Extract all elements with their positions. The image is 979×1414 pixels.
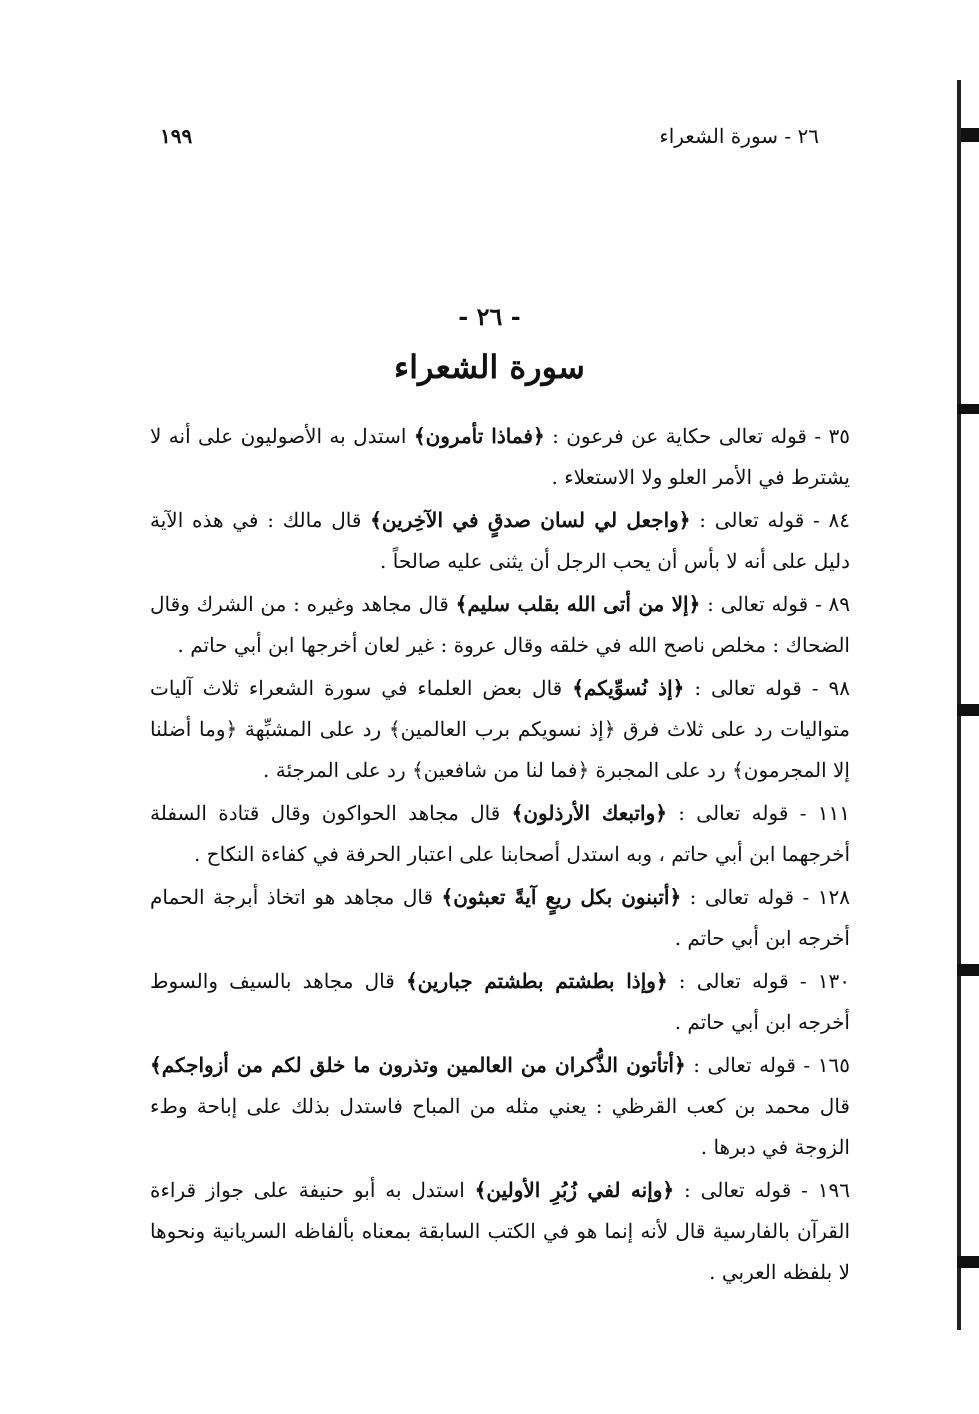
paragraph-lead: قوله تعالى :: [684, 676, 802, 700]
page-header: [150, 124, 829, 154]
verse-number: ١١١ -: [788, 801, 850, 825]
commentary: قال بعض العلماء في سورة الشعراء ثلاث آليات متواليات رد على ثلاث فرق ﴿إذ نسويكم برب العالمين﴾ رد على المشبِّهة ﴿وما أضلنا إلا المجرمون﴾ رد على المجبرة ﴿فما لنا من شافعين﴾ رد على المرجئة .: [150, 676, 850, 782]
quoted-verse: ﴿وإنه لفي زُبُرِ الأولين﴾: [474, 1178, 675, 1202]
quoted-verse: ﴿واتبعك الأرذلون﴾: [511, 801, 667, 825]
quoted-verse: ﴿إلا من أتى الله بقلب سليم﴾: [455, 592, 701, 616]
paragraph: [150, 1045, 850, 1170]
scan-edge-mark: [957, 704, 979, 716]
paragraph-lead: قوله تعالى حكاية عن فرعون :: [544, 424, 807, 448]
verse-number: ١٢٨ -: [794, 885, 850, 909]
paragraph-lead: قوله تعالى :: [681, 885, 795, 909]
verse-number: ١٩٦ -: [791, 1178, 850, 1202]
running-title: ٢٦ - سورة الشعراء: [659, 124, 819, 148]
quoted-verse: ﴿إذ نُسوِّيكم﴾: [572, 676, 685, 700]
scan-edge-mark: [957, 964, 979, 976]
commentary: قال مالك : في هذه الآية دليل على أنه لا بأس أن يحب الرجل أن يثنى عليه صالحاً .: [150, 508, 850, 573]
paragraph: [150, 500, 850, 584]
verse-number: ٨٩ -: [808, 592, 850, 616]
chapter-number: - ٢٦ -: [458, 302, 521, 331]
commentary: قال مجاهد الحواكون وقال قتادة السفلة أخرجهما ابن أبي حاتم ، وبه استدل أصحابنا على اعتبار الحرفة في كفاءة النكاح .: [150, 801, 850, 866]
page-number: ١٩٩: [160, 124, 193, 148]
commentary: قال مجاهد هو اتخاذ أبرجة الحمام أخرجه ابن أبي حاتم .: [150, 885, 850, 950]
quoted-verse: ﴿فماذا تأمرون﴾: [413, 424, 545, 448]
verse-number: ٣٥ -: [806, 424, 850, 448]
paragraph-lead: قوله تعالى :: [690, 508, 805, 532]
scan-edge-mark: [957, 1256, 979, 1268]
quoted-verse: ﴿أتبنون بكل ريعٍ آيةً تعبثون﴾: [441, 885, 682, 909]
paragraph-lead: قوله تعالى :: [685, 1053, 796, 1077]
paragraph-lead: قوله تعالى :: [666, 801, 789, 825]
paragraph: [150, 877, 850, 961]
paragraph-lead: قوله تعالى :: [700, 592, 809, 616]
quoted-verse: ﴿وإذا بطشتم بطشتم جبارين﴾: [405, 969, 668, 993]
verse-number: ٩٨ -: [801, 676, 851, 700]
quoted-verse: ﴿واجعل لي لسان صدقٍ في الآخِرين﴾: [370, 508, 691, 532]
scan-edge-mark: [957, 404, 979, 414]
paragraph: [150, 793, 850, 877]
body-text: [150, 416, 850, 1295]
commentary: استدل به الأصوليون على أنه لا يشترط في الأمر العلو ولا الاستعلاء .: [150, 424, 850, 489]
verse-number: ١٣٠ -: [788, 969, 850, 993]
verse-number: ١٦٥ -: [795, 1053, 850, 1077]
chapter-title: سورة الشعراء: [394, 348, 585, 386]
paragraph: [150, 1170, 850, 1295]
commentary: استدل به أبو حنيفة على جواز قراءة القرآن بالفارسية قال لأنه إنما هو في الكتب السابقة بمعناه بألفاظه السريانية ونحوها لا بلفظه العربي .: [150, 1178, 850, 1284]
paragraph: [150, 584, 850, 668]
paragraph: [150, 416, 850, 500]
commentary: قال مجاهد وغيره : من الشرك وقال الضحاك : مخلص ناصح الله في خلقه وقال عروة : غير لعان أخرجها ابن أبي حاتم .: [150, 592, 850, 657]
quoted-verse: ﴿أتأتون الذُّكران من العالمين وتذرون ما خلق لكم من أزواجكم﴾: [150, 1053, 686, 1077]
paragraph: [150, 961, 850, 1045]
commentary: قال محمد بن كعب القرظي : يعني مثله من المباح فاستدل بذلك على إباحة وطء الزوجة في دبرها .: [150, 1094, 850, 1159]
paragraph-lead: قوله تعالى :: [667, 969, 789, 993]
paragraph: [150, 668, 850, 793]
paragraph-lead: قوله تعالى :: [674, 1178, 792, 1202]
verse-number: ٨٤ -: [804, 508, 850, 532]
commentary: قال مجاهد بالسيف والسوط أخرجه ابن أبي حاتم .: [150, 969, 850, 1034]
